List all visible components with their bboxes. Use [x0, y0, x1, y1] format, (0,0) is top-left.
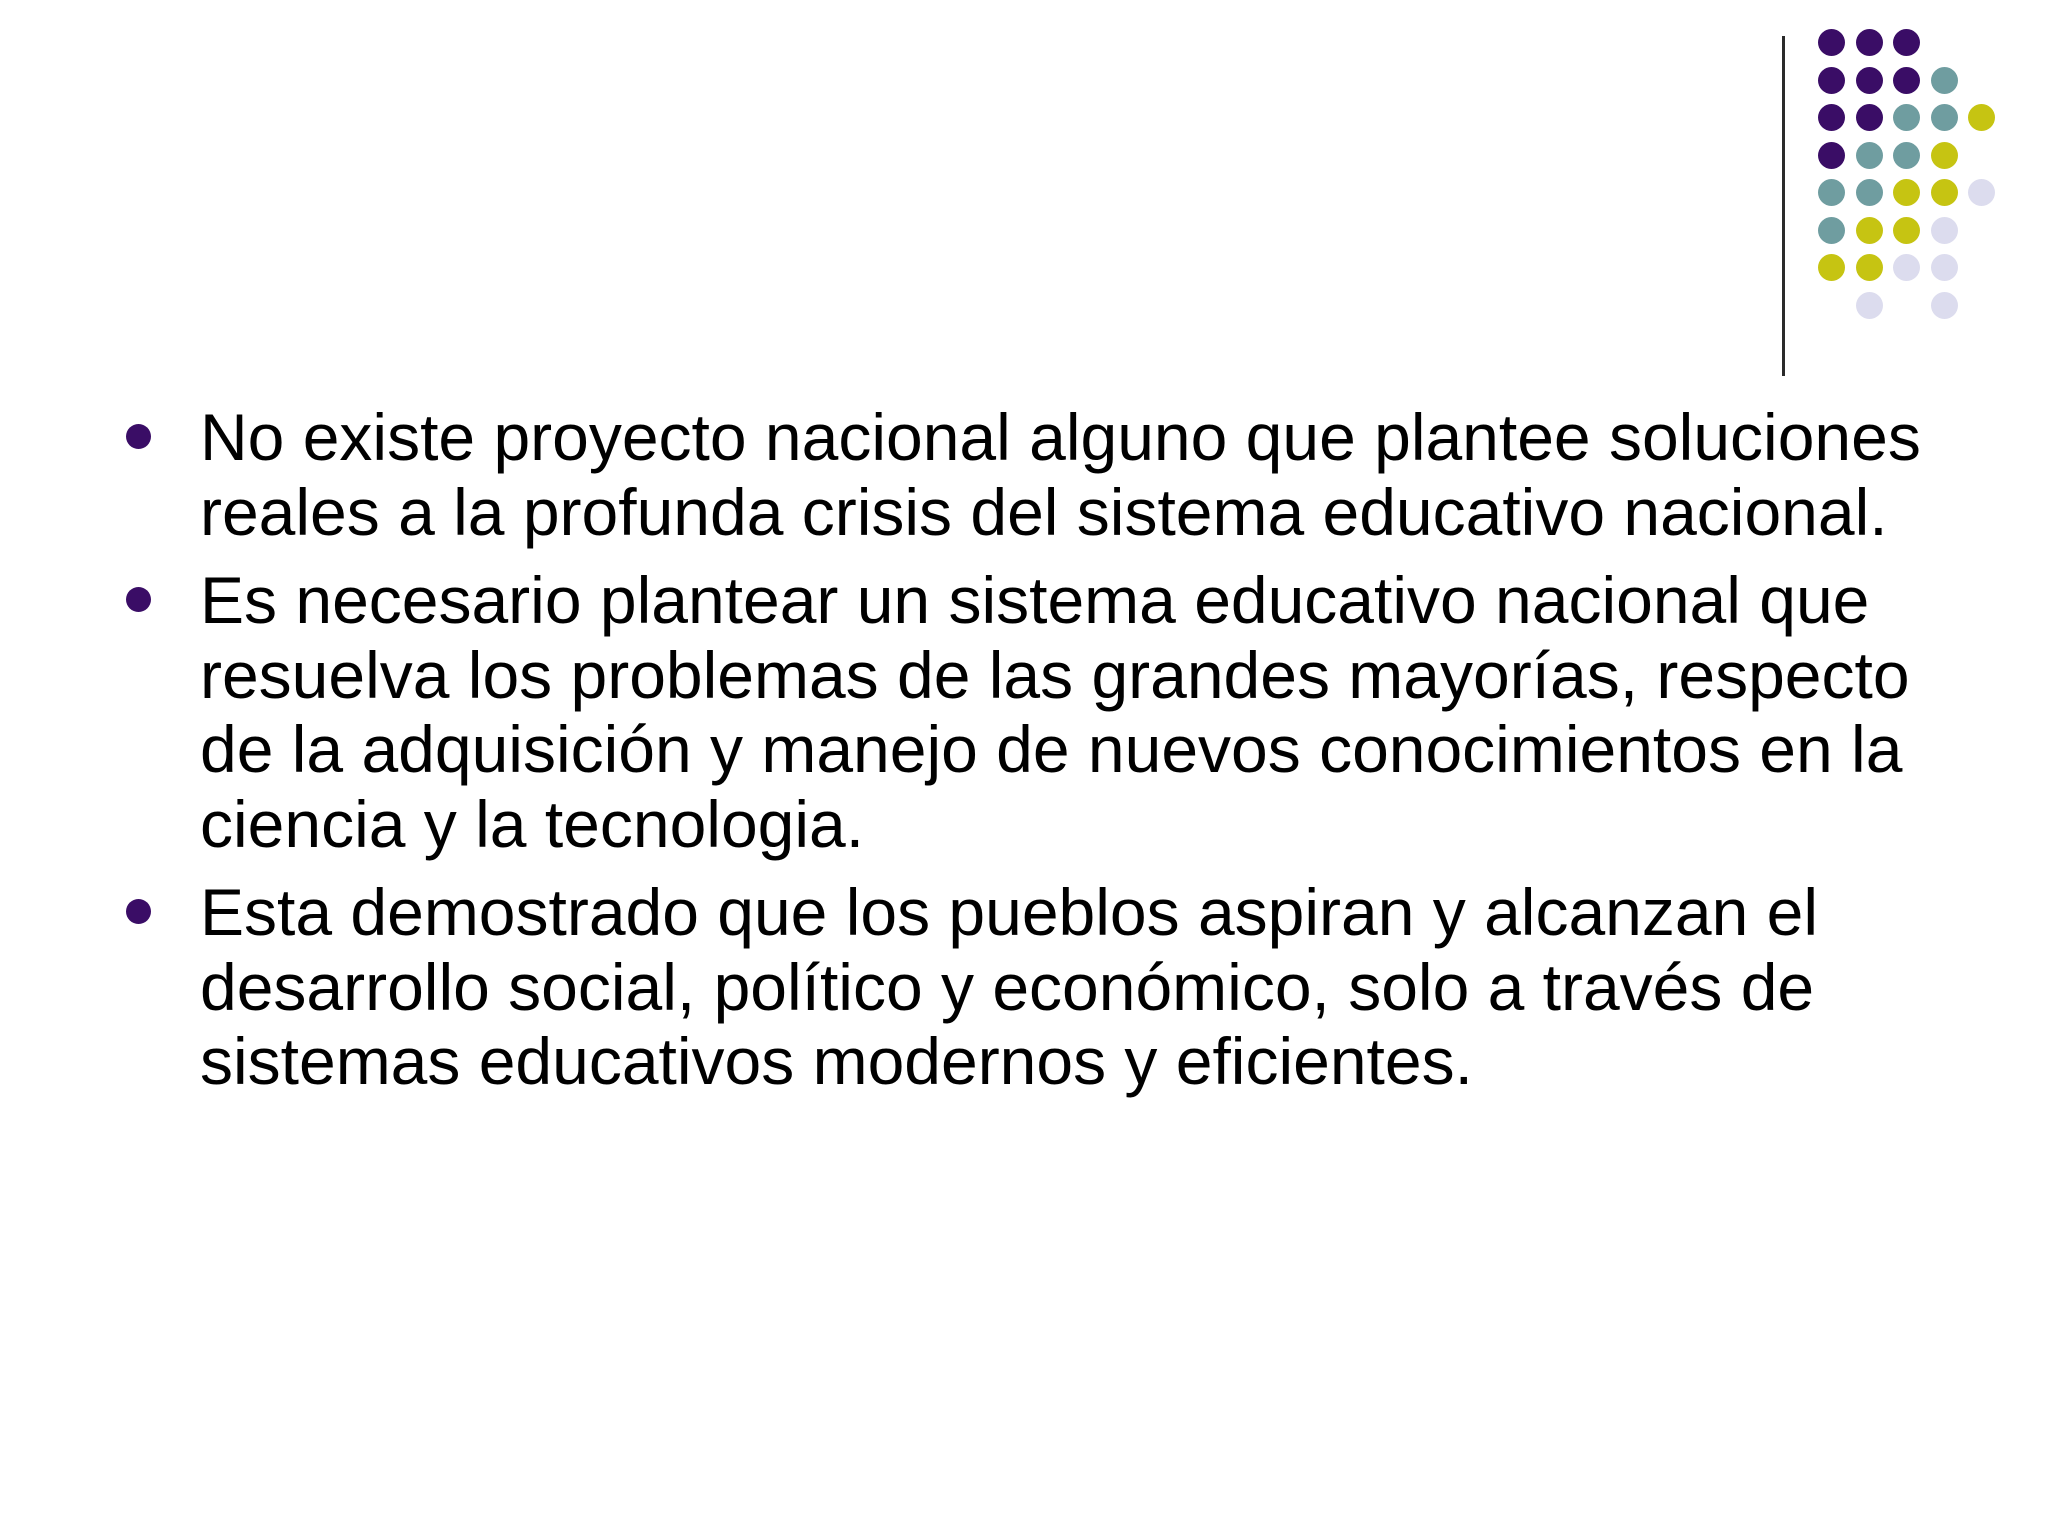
bullet-item [200, 563, 1960, 861]
bullet-icon [126, 587, 151, 612]
pattern-dot [1856, 142, 1883, 169]
pattern-dot [1893, 217, 1920, 244]
bullet-text: Esta demostrado que los pueblos aspiran y alcanzan el desarrollo social, político y económico, solo a través de sistemas educativos modernos y eficientes. [200, 875, 1818, 1098]
decorative-dot-pattern [1818, 29, 2018, 329]
bullet-text: Es necesario plantear un sistema educativo nacional que resuelva los problemas de las grandes mayorías, respecto de la adquisición y manejo de nuevos conocimientos en la ciencia y la tecnologia. [200, 563, 1910, 861]
bullet-icon [126, 424, 151, 449]
pattern-dot [1931, 67, 1958, 94]
pattern-dot [1968, 179, 1995, 206]
pattern-dot [1818, 29, 1845, 56]
pattern-dot [1931, 254, 1958, 281]
pattern-dot [1856, 29, 1883, 56]
pattern-dot [1856, 292, 1883, 319]
pattern-dot [1818, 142, 1845, 169]
pattern-dot [1893, 29, 1920, 56]
vertical-divider [1782, 36, 1785, 376]
pattern-dot [1856, 179, 1883, 206]
pattern-dot [1818, 179, 1845, 206]
pattern-dot [1818, 254, 1845, 281]
pattern-dot [1893, 142, 1920, 169]
bullet-icon [126, 899, 151, 924]
pattern-dot [1968, 104, 1995, 131]
pattern-dot [1893, 179, 1920, 206]
pattern-dot [1931, 142, 1958, 169]
pattern-dot [1818, 217, 1845, 244]
pattern-dot [1893, 67, 1920, 94]
pattern-dot [1893, 254, 1920, 281]
bullet-list [200, 400, 1960, 1113]
pattern-dot [1931, 292, 1958, 319]
pattern-dot [1931, 104, 1958, 131]
pattern-dot [1818, 67, 1845, 94]
pattern-dot [1931, 179, 1958, 206]
pattern-dot [1893, 104, 1920, 131]
bullet-item [200, 400, 1960, 549]
pattern-dot [1856, 104, 1883, 131]
pattern-dot [1856, 67, 1883, 94]
pattern-dot [1931, 217, 1958, 244]
pattern-dot [1856, 254, 1883, 281]
pattern-dot [1818, 104, 1845, 131]
bullet-text: No existe proyecto nacional alguno que plantee soluciones reales a la profunda crisis del sistema educativo nacional. [200, 400, 1921, 549]
bullet-item [200, 875, 1960, 1099]
pattern-dot [1856, 217, 1883, 244]
